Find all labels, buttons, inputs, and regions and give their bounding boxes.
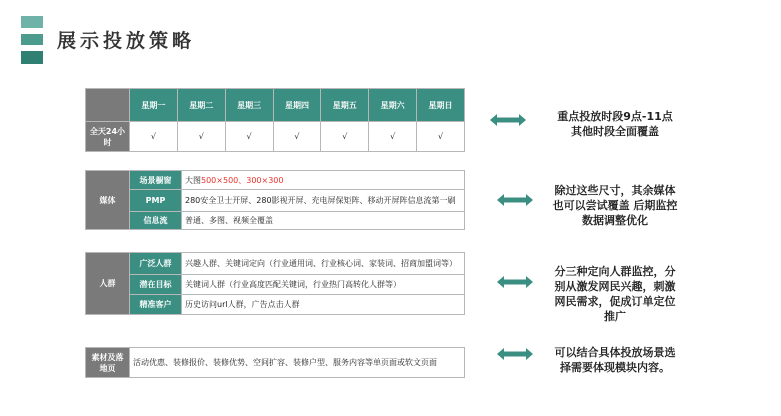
logo-block-middle [21, 34, 43, 45]
schedule-mark: √ [225, 122, 273, 152]
media-row-name: PMP [130, 190, 182, 212]
note-media: 除过这些尺寸，其余媒体 也可以尝试覆盖 后期监控 数据调整优化 [552, 184, 678, 227]
note-material: 可以结合具体投放场景选 择需要体现模块内容。 [554, 346, 676, 374]
audience-row-name: 广泛人群 [130, 253, 182, 275]
schedule-row-label: 全天24小时 [86, 122, 130, 152]
page-title: 展示投放策略 [57, 30, 196, 52]
schedule-mark: √ [130, 122, 178, 152]
day-header: 星期一 [130, 89, 178, 122]
material-text: 活动优惠、装修报价、装修优势、空间扩容、装修户型、服务内容等单页面或软文页面 [130, 348, 465, 378]
schedule-mark: √ [369, 122, 417, 152]
audience-row-name: 潜在目标 [130, 275, 182, 295]
material-table [85, 347, 465, 378]
day-header: 星期三 [225, 89, 273, 122]
logo [21, 16, 43, 64]
note-audience: 分三种定向人群监控，分 别从激发网民兴趣，刺激 网民需求，促成订单定位 推广 [554, 265, 676, 323]
audience-row-text: 兴趣人群、关键词定向（行业通用词、行业核心词、家装词、招商加盟词等） [182, 253, 465, 275]
day-header: 星期日 [417, 89, 465, 122]
schedule-mark: √ [177, 122, 225, 152]
schedule-table [85, 88, 465, 152]
media-row-text: 普通、多图、视频全覆盖 [182, 212, 465, 230]
audience-row-name: 精准客户 [130, 295, 182, 315]
audience-label: 人群 [86, 253, 130, 315]
double-arrow-icon [497, 276, 533, 288]
schedule-mark: √ [321, 122, 369, 152]
material-label: 素材及落地页 [86, 348, 130, 378]
schedule-corner [86, 89, 130, 122]
media-row-text: 大图500×500、300×300 [182, 171, 465, 190]
day-header: 星期五 [321, 89, 369, 122]
day-header: 星期六 [369, 89, 417, 122]
schedule-mark: √ [273, 122, 321, 152]
logo-block-top [21, 16, 43, 28]
day-header: 星期四 [273, 89, 321, 122]
media-label: 媒体 [86, 171, 130, 230]
media-row-name: 信息流 [130, 212, 182, 230]
double-arrow-icon [497, 194, 533, 206]
audience-table [85, 252, 465, 315]
audience-row-text: 历史访问url人群，广告点击人群 [182, 295, 465, 315]
media-row-text: 280安全卫士开屏、280影视开屏、充电屏保矩阵、移动开屏阵信息流第一刷 [182, 190, 465, 212]
schedule-mark: √ [417, 122, 465, 152]
logo-block-bottom [21, 51, 43, 64]
note-schedule: 重点投放时段9点-11点 其他时段全面覆盖 [557, 110, 673, 138]
day-header: 星期二 [177, 89, 225, 122]
media-row-name: 场景橱窗 [130, 171, 182, 190]
audience-row-text: 关键词人群（行业高度匹配关键词，行业热门高转化人群等） [182, 275, 465, 295]
double-arrow-icon [497, 348, 533, 360]
media-table [85, 170, 465, 230]
double-arrow-icon [490, 114, 526, 126]
